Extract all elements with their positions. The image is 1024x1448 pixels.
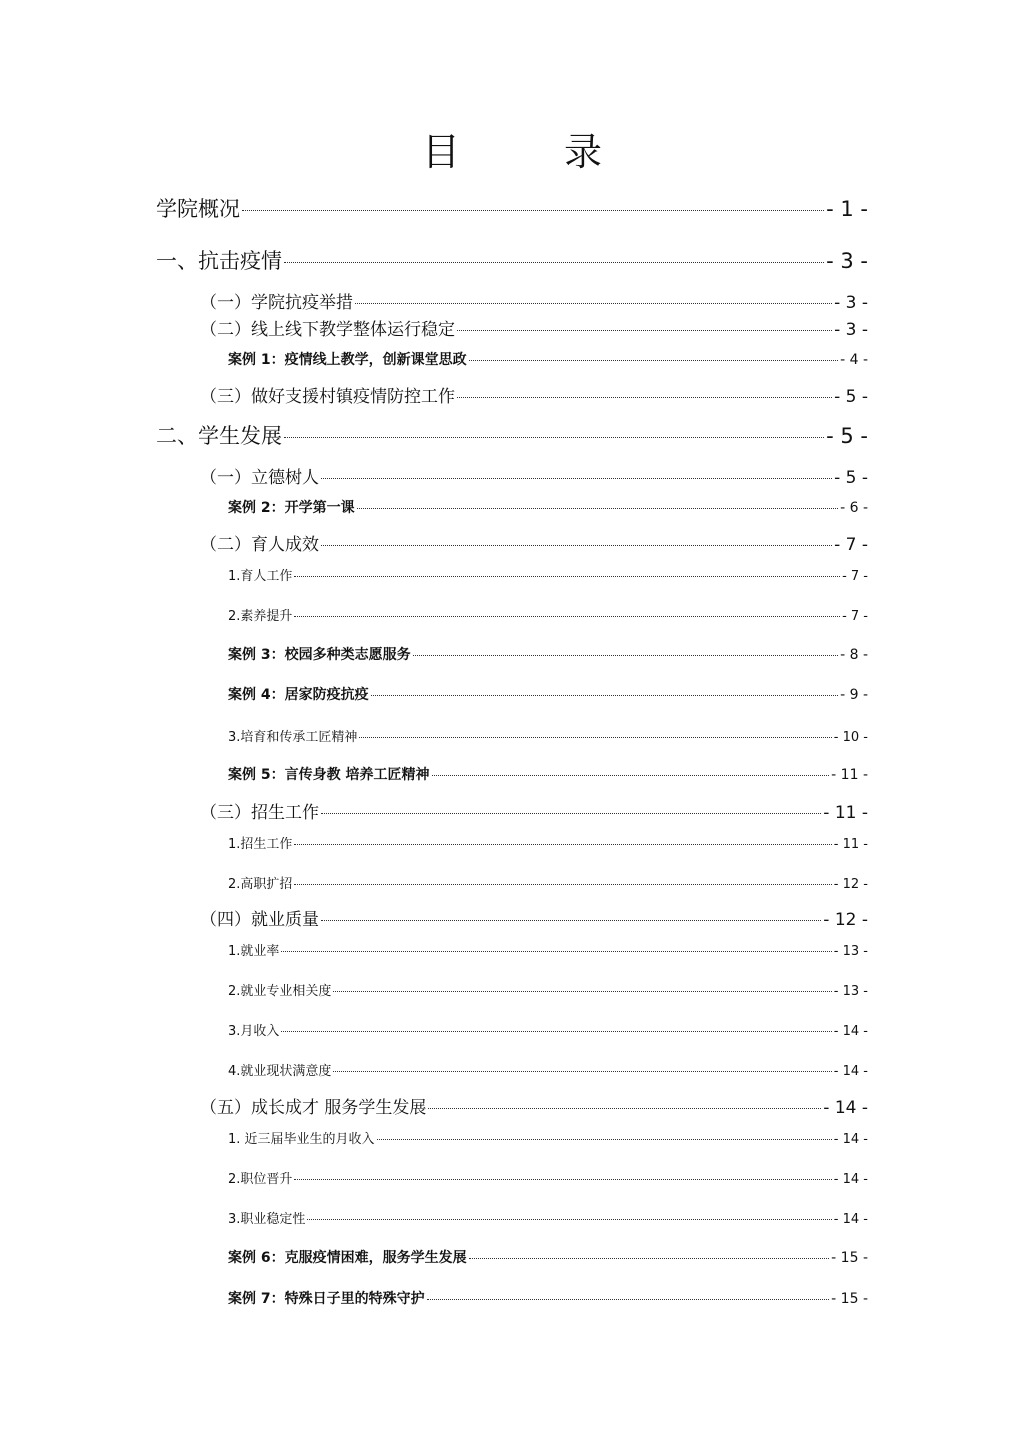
toc-entry[interactable] <box>200 798 868 823</box>
toc-entry-label: 1.育人工作 <box>228 569 293 584</box>
toc-entry[interactable] <box>228 1060 868 1079</box>
toc-entry[interactable] <box>200 530 868 555</box>
toc-entry-label: 2.高职扩招 <box>228 877 293 892</box>
toc-page-number: - 5 - <box>834 468 868 488</box>
dot-leader <box>333 991 831 992</box>
toc-page-number: - 14 - <box>833 1172 868 1187</box>
toc-page-number: - 3 - <box>834 320 868 340</box>
dot-leader <box>321 545 832 546</box>
toc-page-number: - 14 - <box>833 1212 868 1227</box>
toc-page-number: - 5 - <box>834 387 868 407</box>
toc-page-number: - 12 - <box>833 877 868 892</box>
dot-leader <box>359 737 831 738</box>
toc-entry-label: 案例 7：特殊日子里的特殊守护 <box>228 1291 425 1307</box>
dot-leader <box>281 951 831 952</box>
toc-entry-label: 案例 6：克服疫情困难，服务学生发展 <box>228 1250 467 1266</box>
dot-leader <box>355 303 832 304</box>
toc-entry-label: 一、抗击疫情 <box>156 249 282 273</box>
toc-page-number: - 3 - <box>834 293 868 313</box>
toc-entry[interactable] <box>156 193 868 223</box>
toc-entry-label: （一）学院抗疫举措 <box>200 293 353 313</box>
toc-entry[interactable] <box>228 565 868 584</box>
dot-leader <box>307 1219 831 1220</box>
toc-entry[interactable] <box>228 1288 868 1308</box>
toc-entry-label: 2.就业专业相关度 <box>228 984 332 999</box>
dot-leader <box>281 1031 831 1032</box>
toc-page-number: - 14 - <box>833 1132 868 1147</box>
toc-entry[interactable] <box>228 1247 868 1267</box>
toc-entry[interactable] <box>200 382 868 407</box>
toc-page-number: - 4 - <box>840 352 868 368</box>
toc-page-number: - 14 - <box>823 1098 868 1118</box>
toc-page-number: - 7 - <box>842 569 868 584</box>
toc-page-number: - 9 - <box>840 687 868 703</box>
toc-page-number: - 14 - <box>833 1024 868 1039</box>
dot-leader <box>457 397 832 398</box>
toc-entry[interactable] <box>228 980 868 999</box>
toc-entry[interactable] <box>228 873 868 892</box>
dot-leader <box>357 508 838 509</box>
dot-leader <box>377 1139 832 1140</box>
toc-entry[interactable] <box>200 315 868 340</box>
toc-entry-label: （一）立德树人 <box>200 468 319 488</box>
toc-entry-label: 3.培育和传承工匠精神 <box>228 730 358 745</box>
toc-entry-label: （三）招生工作 <box>200 803 319 823</box>
dot-leader <box>294 616 840 617</box>
dot-leader <box>294 844 831 845</box>
toc-title: 目 录 <box>421 130 649 174</box>
toc-entry[interactable] <box>228 497 868 517</box>
toc-entry[interactable] <box>228 1208 868 1227</box>
toc-entry-label: 学院概况 <box>156 197 240 221</box>
toc-entry[interactable] <box>228 349 868 369</box>
toc-page-number: - 14 - <box>833 1064 868 1079</box>
toc-entry[interactable] <box>228 1020 868 1039</box>
toc-page-number: - 11 - <box>823 803 868 823</box>
toc-entry-label: 4.就业现状满意度 <box>228 1064 332 1079</box>
toc-page-number: - 11 - <box>831 767 868 783</box>
dot-leader <box>371 695 838 696</box>
dot-leader <box>321 920 821 921</box>
toc-page-number: - 13 - <box>833 984 868 999</box>
dot-leader <box>242 210 824 211</box>
dot-leader <box>432 775 830 776</box>
toc-entry[interactable] <box>228 726 868 745</box>
toc-entry-label: 3.月收入 <box>228 1024 280 1039</box>
toc-entry-label: （三）做好支援村镇疫情防控工作 <box>200 387 455 407</box>
toc-entry-label: 1.就业率 <box>228 944 280 959</box>
toc-entry[interactable] <box>200 905 868 930</box>
toc-page-number: - 7 - <box>842 609 868 624</box>
toc-page-number: - 7 - <box>834 535 868 555</box>
toc-entry-label: 案例 2：开学第一课 <box>228 500 355 516</box>
toc-entry[interactable] <box>200 1093 868 1118</box>
toc-page-number: - 13 - <box>833 944 868 959</box>
dot-leader <box>428 1108 821 1109</box>
toc-entry-label: （四）就业质量 <box>200 910 319 930</box>
toc-entry[interactable] <box>228 833 868 852</box>
toc-entry-label: 案例 3：校园多种类志愿服务 <box>228 647 411 663</box>
toc-entry[interactable] <box>228 1168 868 1187</box>
toc-entry[interactable] <box>156 420 868 450</box>
dot-leader <box>294 1179 831 1180</box>
toc-entry-label: （二）线上线下教学整体运行稳定 <box>200 320 455 340</box>
dot-leader <box>333 1071 831 1072</box>
toc-page-number: - 10 - <box>833 730 868 745</box>
toc-page-number: - 15 - <box>831 1291 868 1307</box>
dot-leader <box>469 1258 830 1259</box>
toc-entry[interactable] <box>228 1128 868 1147</box>
toc-entry-label: 案例 5：言传身教 培养工匠精神 <box>228 767 430 783</box>
toc-entry-label: 2.职位晋升 <box>228 1172 293 1187</box>
dot-leader <box>284 262 824 263</box>
toc-entry-label: 2.素养提升 <box>228 609 293 624</box>
dot-leader <box>321 478 832 479</box>
toc-entry-label: 案例 4：居家防疫抗疫 <box>228 687 369 703</box>
toc-page-number: - 3 - <box>826 249 868 273</box>
toc-entry[interactable] <box>228 764 868 784</box>
toc-entry-label: 1. 近三届毕业生的月收入 <box>228 1132 375 1147</box>
toc-entry[interactable] <box>228 940 868 959</box>
toc-page-number: - 6 - <box>840 500 868 516</box>
toc-page-number: - 1 - <box>826 197 868 221</box>
toc-entry[interactable] <box>228 605 868 624</box>
dot-leader <box>413 655 838 656</box>
toc-entry-label: 二、学生发展 <box>156 424 282 448</box>
dot-leader <box>427 1299 830 1300</box>
dot-leader <box>284 437 824 438</box>
toc-page-number: - 12 - <box>823 910 868 930</box>
toc-entry-label: 3.职业稳定性 <box>228 1212 306 1227</box>
toc-page-number: - 15 - <box>831 1250 868 1266</box>
toc-page-number: - 8 - <box>840 647 868 663</box>
dot-leader <box>469 360 838 361</box>
toc-page-number: - 11 - <box>833 837 868 852</box>
toc-entry[interactable] <box>156 245 868 275</box>
toc-entry-label: （二）育人成效 <box>200 535 319 555</box>
toc-entry-label: 1.招生工作 <box>228 837 293 852</box>
dot-leader <box>321 813 821 814</box>
toc-entry-label: （五）成长成才 服务学生发展 <box>200 1098 427 1118</box>
toc-entry[interactable] <box>228 684 868 704</box>
toc-entry[interactable] <box>200 463 868 488</box>
dot-leader <box>457 330 832 331</box>
dot-leader <box>294 576 840 577</box>
toc-entry[interactable] <box>228 644 868 664</box>
dot-leader <box>294 884 831 885</box>
toc-page-number: - 5 - <box>826 424 868 448</box>
toc-entry[interactable] <box>200 288 868 313</box>
toc-entry-label: 案例 1：疫情线上教学，创新课堂思政 <box>228 352 467 368</box>
